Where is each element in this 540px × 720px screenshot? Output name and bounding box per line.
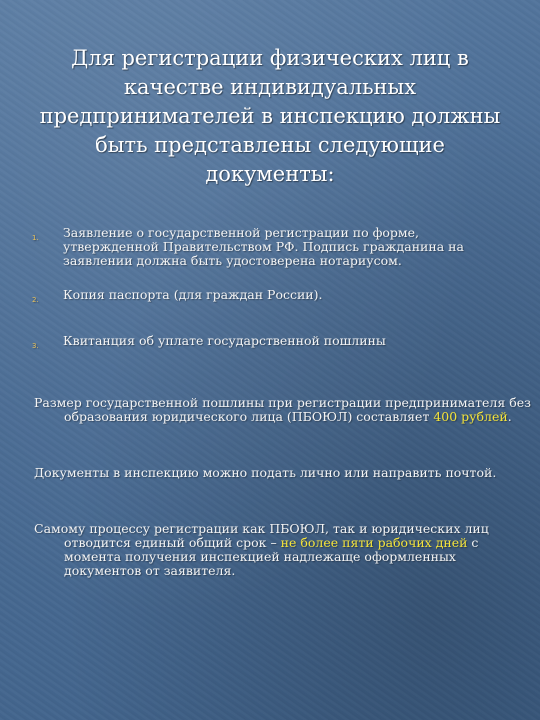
fee-end: . — [507, 409, 512, 424]
term-highlight: не более пяти рабочих дней — [280, 535, 468, 550]
term-paragraph — [34, 522, 536, 578]
list-marker: 3. — [32, 342, 39, 350]
documents-list — [32, 226, 512, 353]
list-item-text: Заявление о государственной регистрации по форме, утвержденной Правительством РФ. Подпись гражданина на заявлении должна быть удостоверена нотариусом. — [63, 225, 464, 268]
fee-amount: 400 рублей — [433, 409, 508, 424]
list-item — [32, 226, 512, 288]
term-text-end: с момента получения инспекцией надлежаще оформленных документов от заявителя. — [64, 535, 479, 578]
fee-paragraph — [34, 396, 536, 424]
submit-paragraph: Документы в инспекцию можно подать лично или направить почтой. — [34, 465, 497, 480]
list-marker: 2. — [32, 296, 39, 304]
term-text-start: Самому процессу регистрации как ПБОЮЛ, так и юридических лиц отводится единый общий срок – — [34, 521, 489, 550]
fee-text: Размер государственной пошлины при регистрации предпринимателя без образования юридического лица (ПБОЮЛ) составляет — [34, 395, 531, 424]
list-item — [32, 334, 512, 353]
list-item-text: Копия паспорта (для граждан России). — [63, 287, 323, 302]
list-item — [32, 288, 512, 334]
slide-title: Для регистрации физических лиц в качестве индивидуальных предпринимателей в инспекцию должны быть представлены следующие документы: — [39, 46, 501, 186]
list-item-text: Квитанция об уплате государственной пошлины — [63, 333, 386, 348]
list-marker: 1. — [32, 234, 39, 242]
